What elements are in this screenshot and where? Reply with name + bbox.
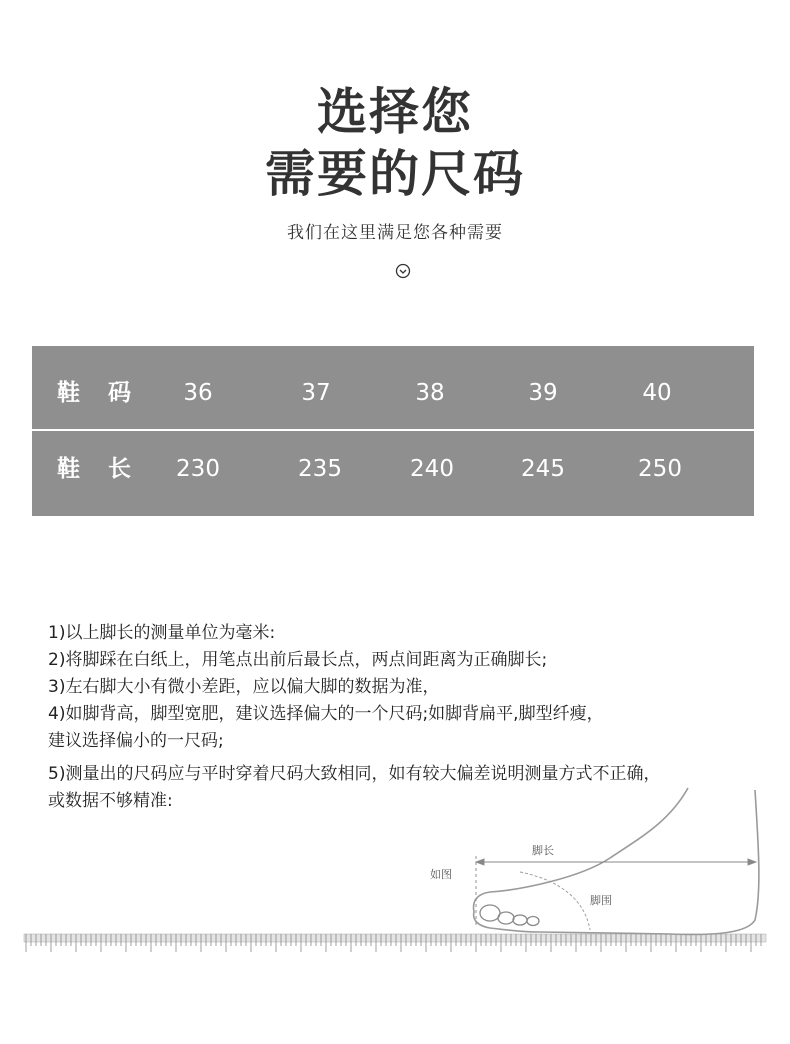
note-line: 1)以上脚长的测量单位为毫米: bbox=[48, 623, 276, 643]
row-label-length: 鞋 长 bbox=[56, 456, 141, 482]
note-line: 2)将脚踩在白纸上，用笔点出前后最长点，两点间距离为正确脚长; bbox=[48, 650, 548, 670]
foot-length-label: 脚长 bbox=[532, 844, 554, 857]
note-line: 或数据不够精准: bbox=[48, 791, 173, 811]
foot-outline bbox=[474, 788, 759, 934]
page-title-line1: 选择您 bbox=[317, 83, 473, 141]
circumference-label: 脚围 bbox=[590, 894, 612, 907]
note-line: 3)左右脚大小有微小差距，应以偏大脚的数据为准， bbox=[48, 677, 440, 697]
foot-measurement-illustration bbox=[20, 780, 770, 960]
page-title-line2: 需要的尺码 bbox=[265, 145, 525, 203]
ruler bbox=[24, 934, 766, 952]
size-row bbox=[32, 346, 754, 430]
length-cell: 250 bbox=[638, 456, 682, 482]
size-cell: 38 bbox=[415, 380, 445, 406]
size-cell: 37 bbox=[301, 380, 331, 406]
row-divider bbox=[32, 429, 754, 431]
size-cell: 40 bbox=[642, 380, 672, 406]
page-subtitle: 我们在这里满足您各种需要 bbox=[287, 223, 503, 243]
length-cell: 235 bbox=[298, 456, 342, 482]
length-cell: 230 bbox=[176, 456, 220, 482]
foot-length-arrow bbox=[476, 856, 756, 928]
row-label-size: 鞋 码 bbox=[56, 380, 141, 406]
size-cell: 36 bbox=[183, 380, 213, 406]
note-line: 建议选择偏小的一尺码; bbox=[48, 731, 224, 751]
length-cell: 240 bbox=[410, 456, 454, 482]
note-line: 5)测量出的尺码应与平时穿着尺码大致相同，如有较大偏差说明测量方式不正确， bbox=[48, 764, 661, 784]
note-line: 4)如脚背高，脚型宽肥，建议选择偏大的一个尺码;如脚背扁平,脚型纤瘦， bbox=[48, 704, 604, 724]
toe-label: 如图 bbox=[430, 868, 452, 881]
length-row bbox=[32, 432, 754, 516]
chevron-down-circle-icon bbox=[395, 263, 411, 279]
size-table bbox=[32, 346, 754, 516]
toes bbox=[480, 905, 539, 926]
size-cell: 39 bbox=[528, 380, 558, 406]
length-cell: 245 bbox=[521, 456, 565, 482]
